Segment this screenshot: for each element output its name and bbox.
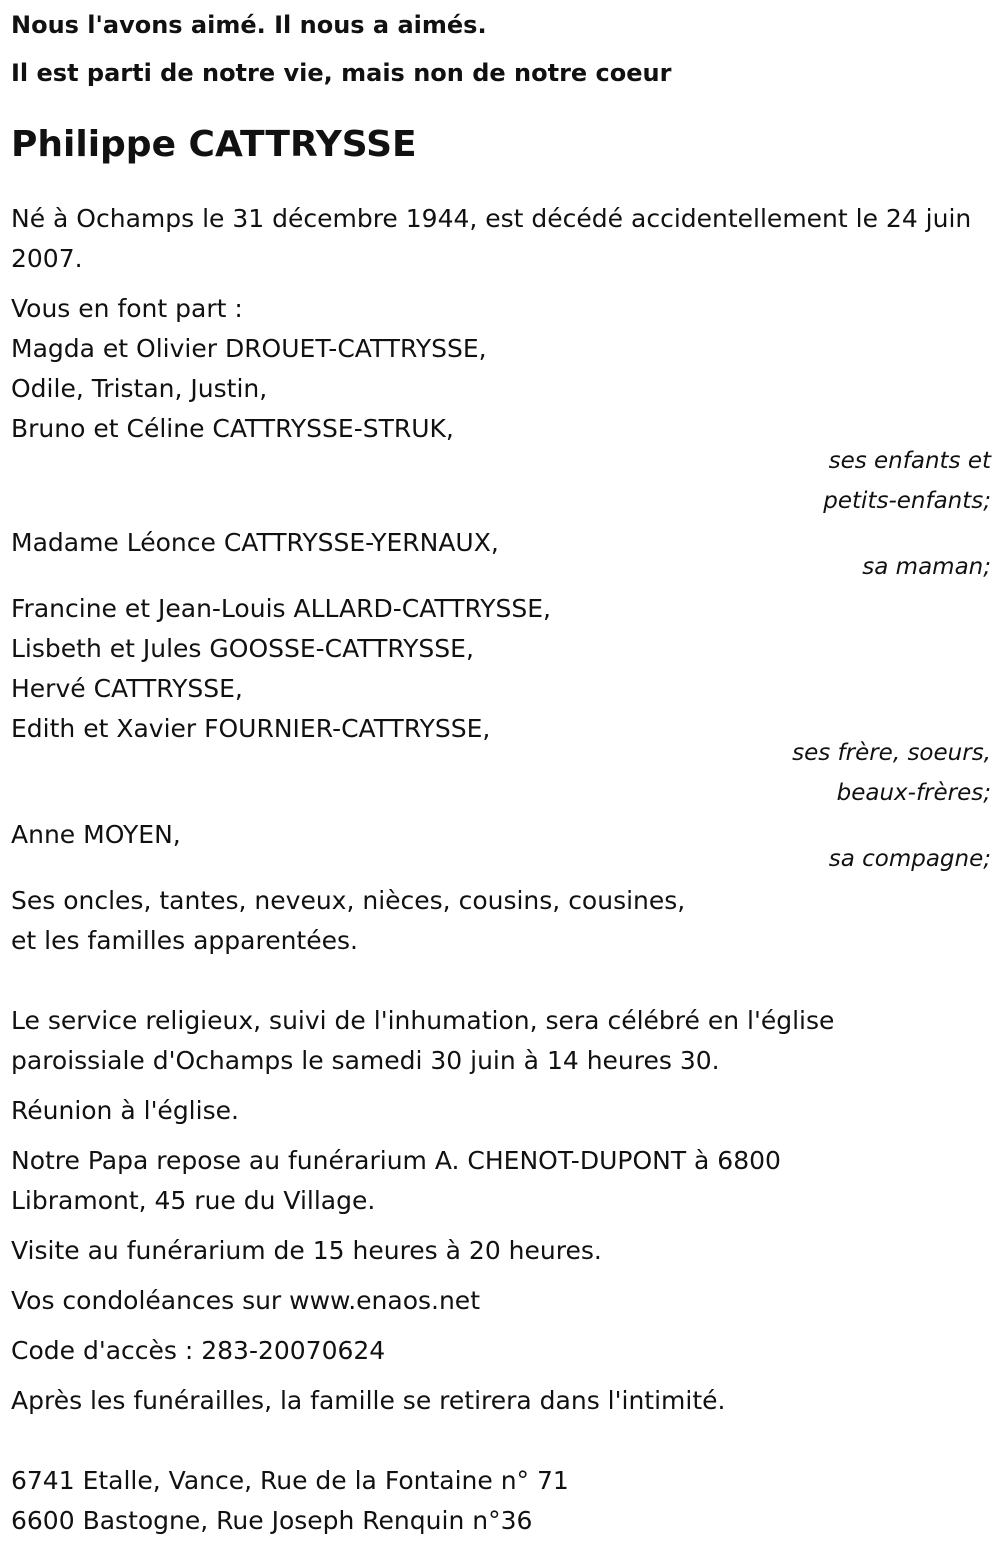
relationship-label: ses frère, soeurs, bbox=[792, 740, 991, 766]
family-group-siblings bbox=[11, 589, 991, 813]
birth-death-text: Né à Ochamps le 31 décembre 1944, est décédé accidentellement le 24 juin 2007. bbox=[11, 204, 972, 273]
family-member: Anne MOYEN, bbox=[11, 820, 181, 849]
funeral-home-text: Libramont, 45 rue du Village. bbox=[11, 1186, 376, 1215]
quote-line-2: Il est parti de notre vie, mais non de notre coeur bbox=[11, 59, 672, 87]
extended-family-line: et les familles apparentées. bbox=[11, 926, 358, 955]
visiting-hours: Visite au funérarium de 15 heures à 20 heures. bbox=[11, 1236, 602, 1265]
relationship-label: sa compagne; bbox=[828, 846, 991, 872]
address-line: 6741 Etalle, Vance, Rue de la Fontaine n° 71 bbox=[11, 1466, 569, 1495]
access-code: Code d'accès : 283-20070624 bbox=[11, 1336, 386, 1365]
family-member: Magda et Olivier DROUET-CATTRYSSE, bbox=[11, 334, 487, 363]
privacy-note: Après les funérailles, la famille se retirera dans l'intimité. bbox=[11, 1386, 726, 1415]
relationship-label: petits-enfants; bbox=[823, 488, 991, 514]
family-member: Odile, Tristan, Justin, bbox=[11, 374, 268, 403]
family-member: Francine et Jean-Louis ALLARD-CATTRYSSE, bbox=[11, 594, 552, 623]
extended-family-line: Ses oncles, tantes, neveux, nièces, cousins, cousines, bbox=[11, 886, 686, 915]
condolences-text: Vos condoléances sur www.enaos.net bbox=[11, 1286, 480, 1315]
relationship-label: sa maman; bbox=[862, 554, 991, 580]
meeting-text: Réunion à l'église. bbox=[11, 1096, 239, 1125]
family-member: Bruno et Céline CATTRYSSE-STRUK, bbox=[11, 414, 454, 443]
funeral-home-text: Notre Papa repose au funérarium A. CHENOT-DUPONT à 6800 bbox=[11, 1146, 781, 1175]
announcement-intro: Vous en font part : bbox=[11, 294, 243, 323]
family-member: Hervé CATTRYSSE, bbox=[11, 674, 243, 703]
service-text: paroissiale d'Ochamps le samedi 30 juin à 14 heures 30. bbox=[11, 1046, 720, 1075]
address-line: 6600 Bastogne, Rue Joseph Renquin n°36 bbox=[11, 1506, 533, 1535]
family-group-mother bbox=[11, 523, 991, 587]
family-group-partner bbox=[11, 815, 991, 879]
family-group-children bbox=[11, 329, 991, 521]
family-member: Madame Léonce CATTRYSSE-YERNAUX, bbox=[11, 528, 499, 557]
relationship-label: beaux-frères; bbox=[836, 780, 991, 806]
family-member: Lisbeth et Jules GOOSSE-CATTRYSSE, bbox=[11, 634, 474, 663]
relationship-label: ses enfants et bbox=[828, 448, 991, 474]
deceased-name: Philippe CATTRYSSE bbox=[11, 124, 417, 165]
obituary-notice bbox=[11, 0, 991, 1541]
quote-line-1: Nous l'avons aimé. Il nous a aimés. bbox=[11, 11, 487, 39]
service-text: Le service religieux, suivi de l'inhumation, sera célébré en l'église bbox=[11, 1006, 835, 1035]
family-member: Edith et Xavier FOURNIER-CATTRYSSE, bbox=[11, 714, 491, 743]
